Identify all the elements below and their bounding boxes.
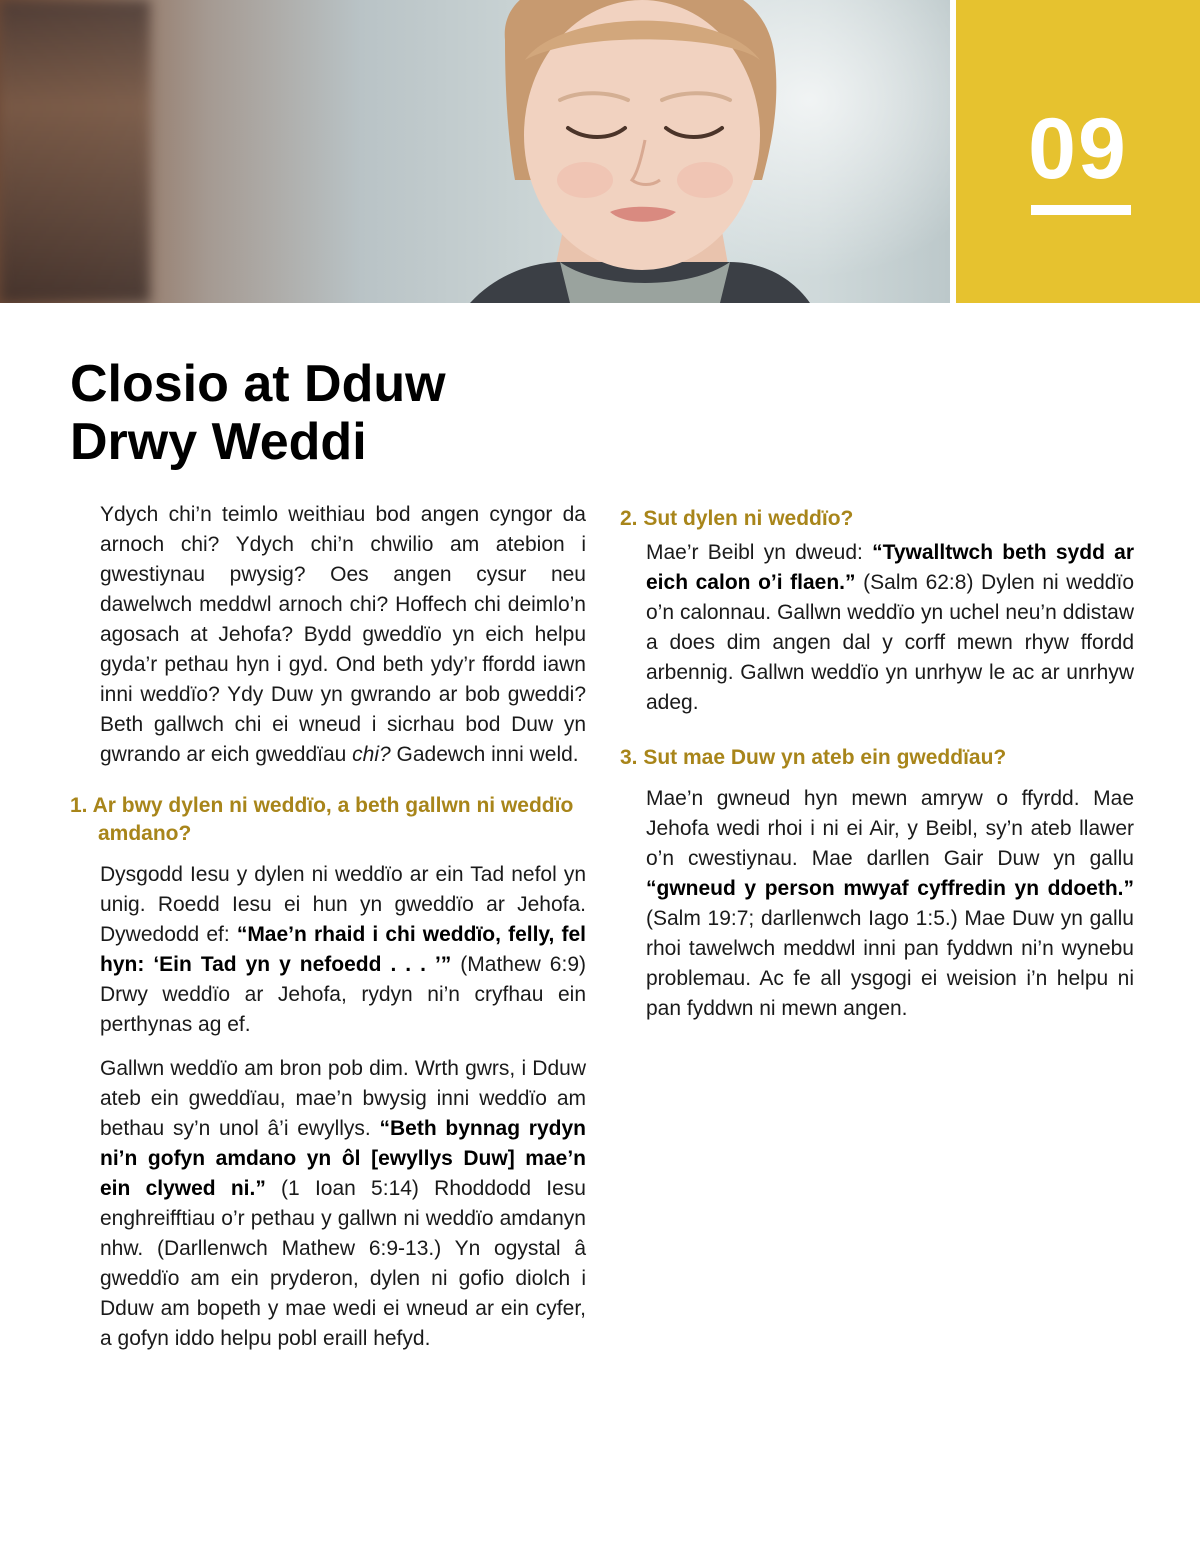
left-column — [70, 500, 586, 1368]
right-column — [620, 538, 1134, 1038]
section-2-paragraph: Mae’r Beibl yn dweud: “Tywalltwch beth sydd ar eich calon o’i flaen.” (Salm 62:8) Dylen ni weddïo o’n calonnau. Gallwn weddïo yn uchel neu’n ddistaw a does dim angen dal y corff mewn rhyw ffordd arbennig. Gallwn weddïo yn unrhyw le ac ar unrhyw adeg. — [646, 541, 1134, 714]
section-3-paragraph: Mae’n gwneud hyn mewn amryw o ffyrdd. Mae Jehofa wedi rhoi i ni ei Air, y Beibl, sy’n ateb llawer o’n cwestiynau. Mae darllen Gair Duw yn gallu “gwneud y person mwyaf cyffredin yn ddoeth.” (Salm 19:7; darllenwch Iago 1:5.) Mae Duw yn gallu rhoi tawelwch meddwl inni pan fyddwn ni’n wynebu problemau. Ac fe all ysgogi ei weision i’n helpu ni pan fyddwn ni mewn angen. — [646, 787, 1134, 1020]
scripture-quote: “gwneud y person mwyaf cyffredin yn ddoeth.” — [646, 877, 1134, 900]
woman-portrait-illustration — [0, 0, 950, 303]
page-title-line1: Closio at Dduw — [70, 355, 446, 413]
intro-paragraph: Ydych chi’n teimlo weithiau bod angen cyngor da arnoch chi? Ydych chi’n chwilio am atebion i gwestiynau pwysig? Oes angen cysur neu dawelwch meddwl arnoch chi? Hoffech chi deimlo’n agosach at Jehofa? Bydd gweddïo yn eich helpu gyda’r pethau hyn i gyd. Ond beth ydy’r ffordd iawn inni weddïo? Ydy Duw yn gwrando ar bob gweddi? Beth gallwch chi ei wneud i sicrhau bod Duw yn gwrando ar eich gweddïau chi? Gadewch inni weld. — [100, 503, 586, 766]
section-1-paragraph-1: Dysgodd Iesu y dylen ni weddïo ar ein Tad nefol yn unig. Roedd Iesu ei hun yn gweddïo ar Jehofa. Dywedodd ef: “Mae’n rhaid i chi weddïo, felly, fel hyn: ‘Ein Tad yn y nefoedd . . . ’” (Mathew 6:9) Drwy weddïo ar Jehofa, rydyn ni’n cryfhau ein perthynas ag ef. — [100, 863, 586, 1036]
scripture-quote: “Mae’n rhaid i chi weddïo, felly, fel hyn: ‘Ein Tad yn y nefoedd . . . ’” — [100, 923, 586, 976]
section-1-paragraph-2: Gallwn weddïo am bron pob dim. Wrth gwrs, i Dduw ateb ein gweddïau, mae’n bwysig inni weddïo am bethau sy’n unol â’i ewyllys. “Beth bynnag rydyn ni’n gofyn amdano yn ôl [ewyllys Duw] mae’n ein clywed ni.” (1 Ioan 5:14) Rhoddodd Iesu enghreifftiau o’r pethau y gallwn ni weddïo amdanyn nhw. (Darllenwch Mathew 6:9-13.) Yn ogystal â gweddïo am ein pryderon, dylen ni gofio diolch i Dduw am bopeth y mae wedi ei wneud ar ein cyfer, a gofyn iddo helpu pobl eraill hefyd. — [100, 1057, 586, 1350]
page-title — [70, 355, 446, 471]
lesson-number: 09 — [1028, 101, 1128, 197]
scripture-quote: “Tywalltwch beth sydd ar eich calon o’i flaen.” — [646, 541, 1134, 594]
lesson-number-badge — [956, 0, 1200, 303]
page-title-line2: Drwy Weddi — [70, 413, 367, 471]
intro-emphasis: chi? — [352, 743, 391, 766]
header-photo — [0, 0, 950, 303]
lesson-number-underline — [1031, 205, 1131, 215]
section-3-heading: 3. Sut mae Duw yn ateb ein gweddïau? — [620, 746, 1007, 769]
section-2-heading: 2. Sut dylen ni weddïo? — [620, 507, 854, 530]
scripture-quote: “Beth bynnag rydyn ni’n gofyn amdano yn ôl [ewyllys Duw] mae’n ein clywed ni.” — [100, 1117, 586, 1200]
section-1-heading: 1. Ar bwy dylen ni weddïo, a beth gallwn ni weddïo amdano? — [70, 794, 574, 845]
